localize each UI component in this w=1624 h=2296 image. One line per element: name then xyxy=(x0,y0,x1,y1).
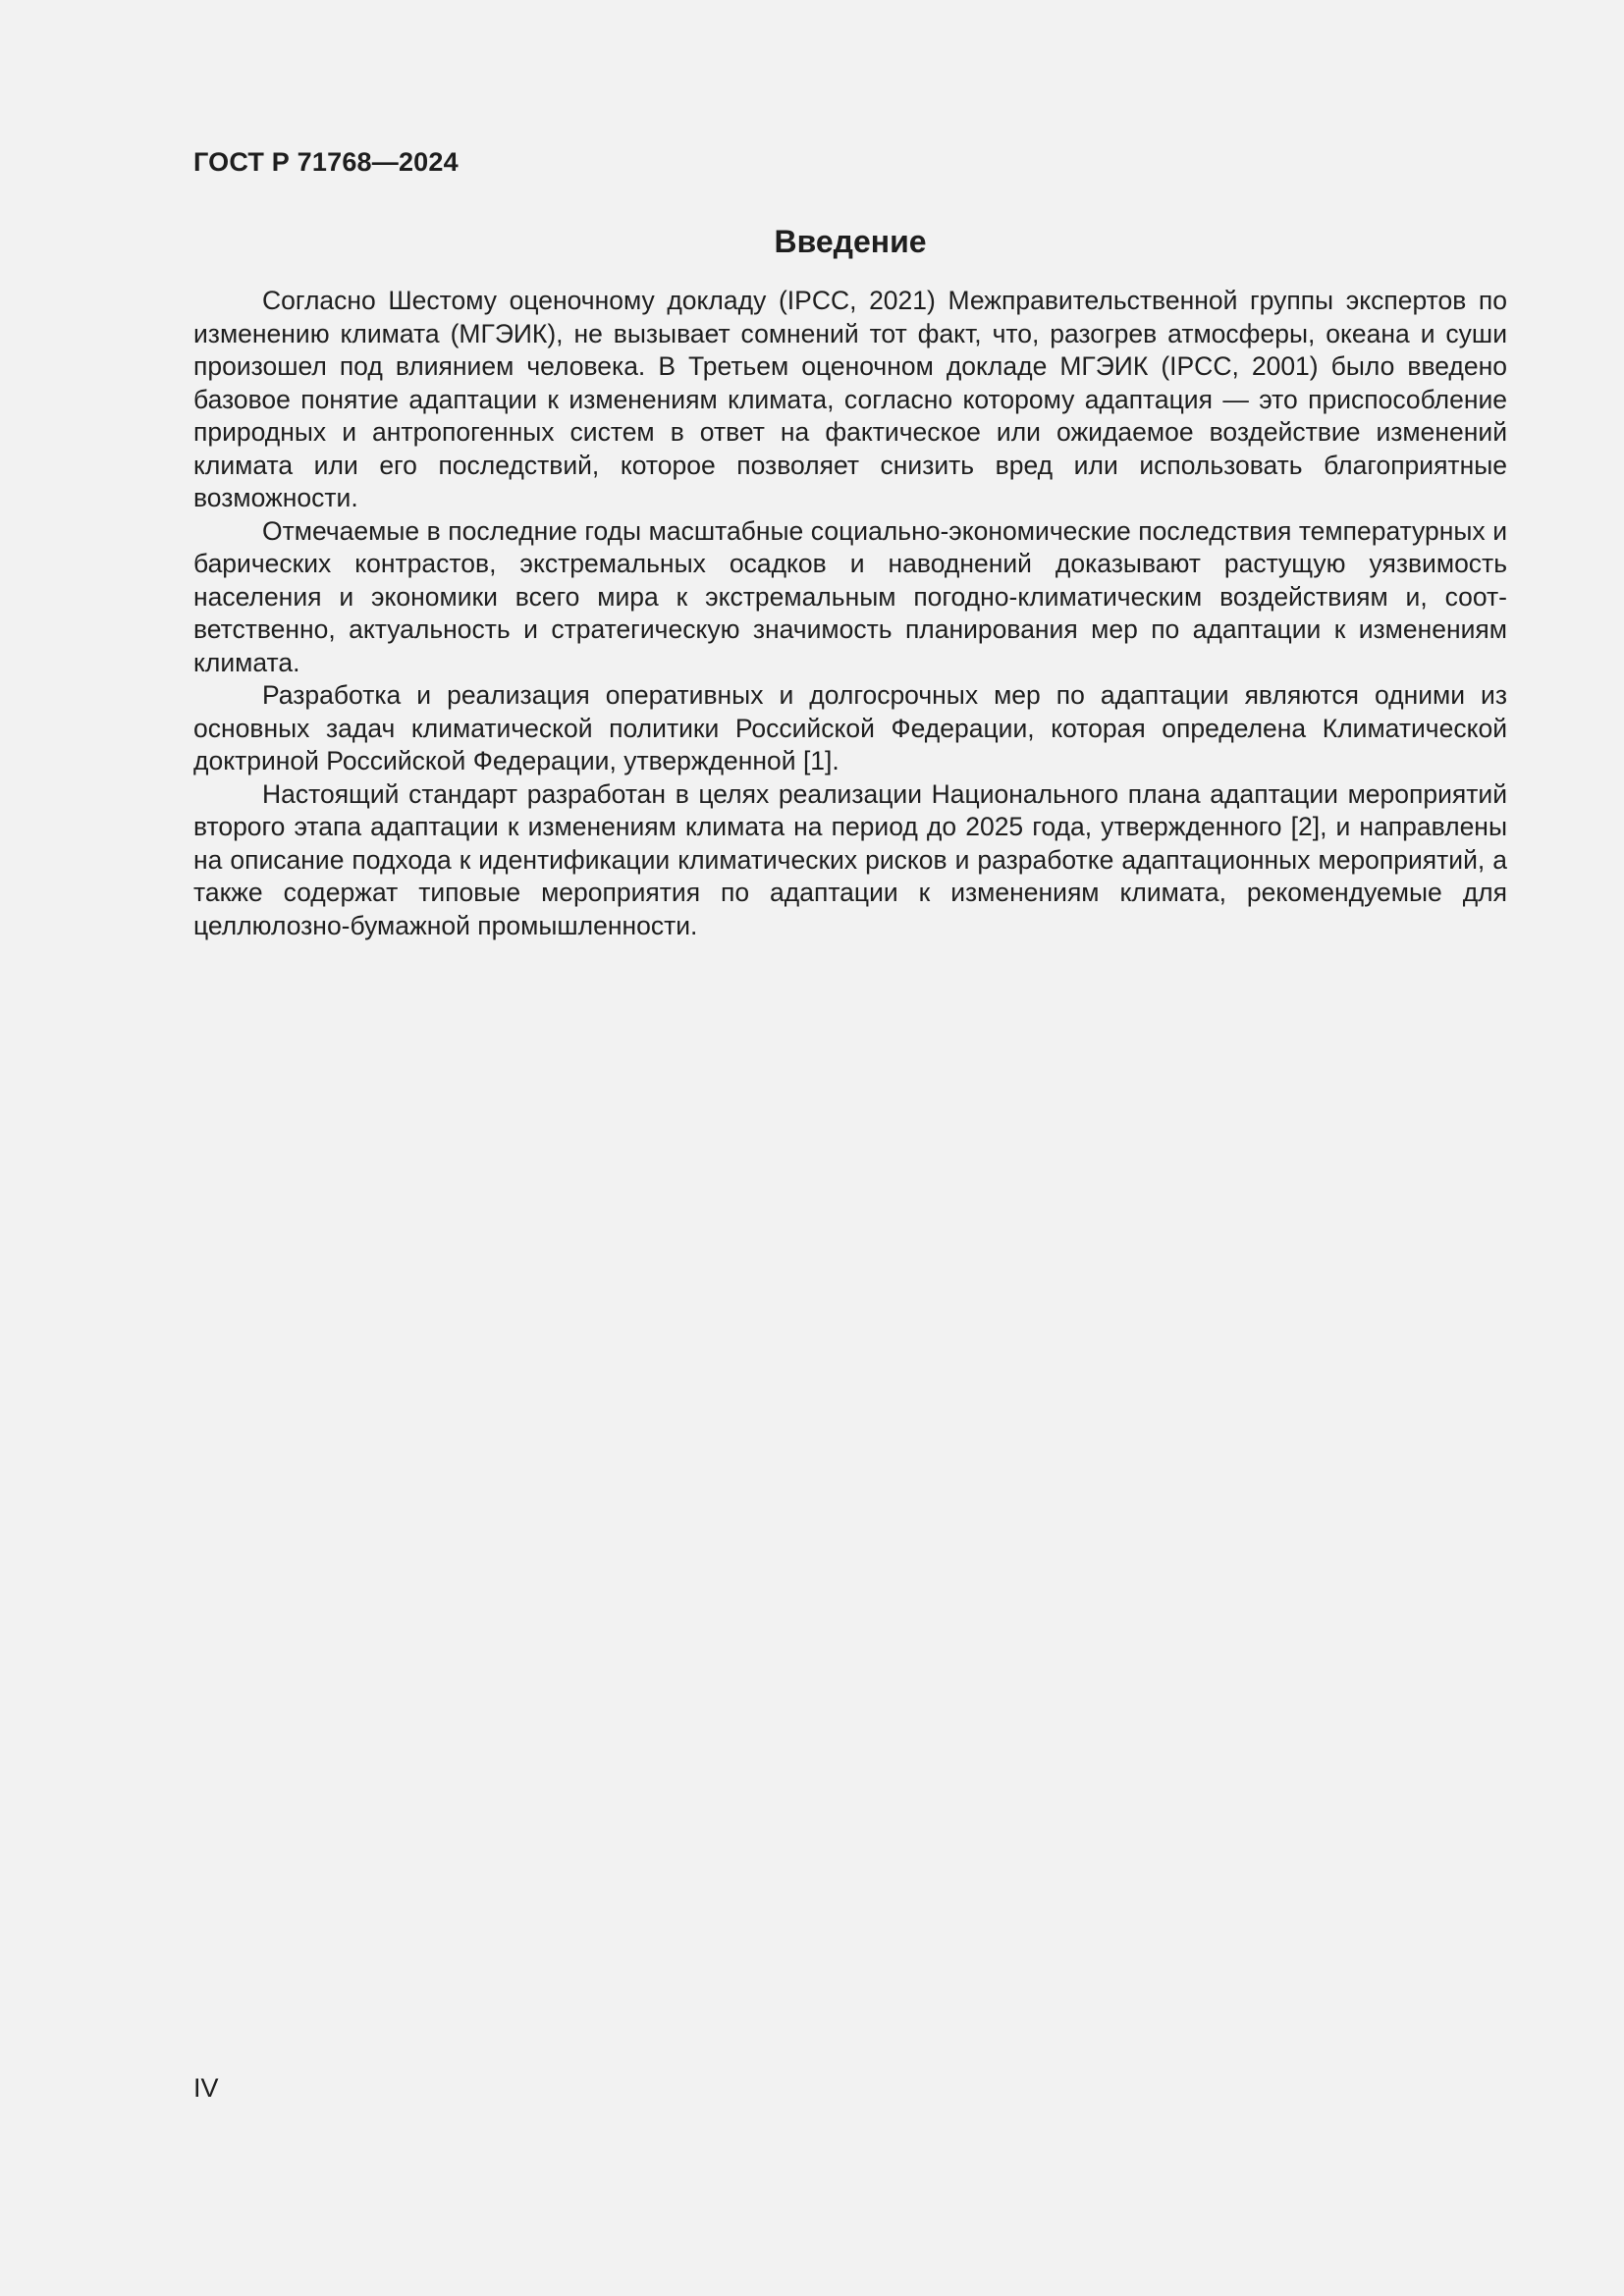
document-code: ГОСТ Р 71768—2024 xyxy=(193,147,459,177)
paragraph-4: Настоящий стандарт разработан в целях реализации Национального плана адаптации мероприятий второго этапа адаптации к изменениям климата на период до 2025 года, утвержденного [2], и направлены на описание подхода к идентификации климатических рисков и разработке адаптационных мероприятий, а также содержат типовые мероприятия по адаптации к изменениям климата, рекомендуемые для целлюлозно-бумажной промышленности. xyxy=(193,778,1507,940)
body-text xyxy=(193,285,1507,942)
paragraph-2: Отмечаемые в последние годы масштабные социально-экономические последствия температурных и барических контрастов, экстремальных осадков и наводнений доказывают растущую уязвимость населения и экономики всего мира к экстремальным погодно-климатическим воздействиям и, соответственно, актуальность и стратегическую значимость планирования мер по адаптации к изменениям климата. xyxy=(193,515,1507,677)
page-number: IV xyxy=(193,2073,219,2103)
paragraph-1: Согласно Шестому оценочному докладу (IPCC, 2021) Межправительственной группы экспертов по изменению климата (МГЭИК), не вызывает сомнений тот факт, что, разогрев атмосферы, океана и суши произошел под влиянием человека. В Третьем оценочном докладе МГЭИК (IPCC, 2001) было введено базовое понятие адаптации к изменениям климата, согласно которому адаптация — это приспособление природных и антропогенных систем в ответ на фактическое или ожидаемое воздействие изменений климата или его последствий, которое позволяет снизить вред или использовать благоприятные возможности. xyxy=(193,286,1507,512)
section-title: Введение xyxy=(774,224,927,259)
paragraph-3: Разработка и реализация оперативных и долгосрочных мер по адаптации являются одними из основных задач климатической политики Российской Федерации, которая определена Климатической доктриной Российской Федерации, утвержденной [1]. xyxy=(193,680,1507,775)
